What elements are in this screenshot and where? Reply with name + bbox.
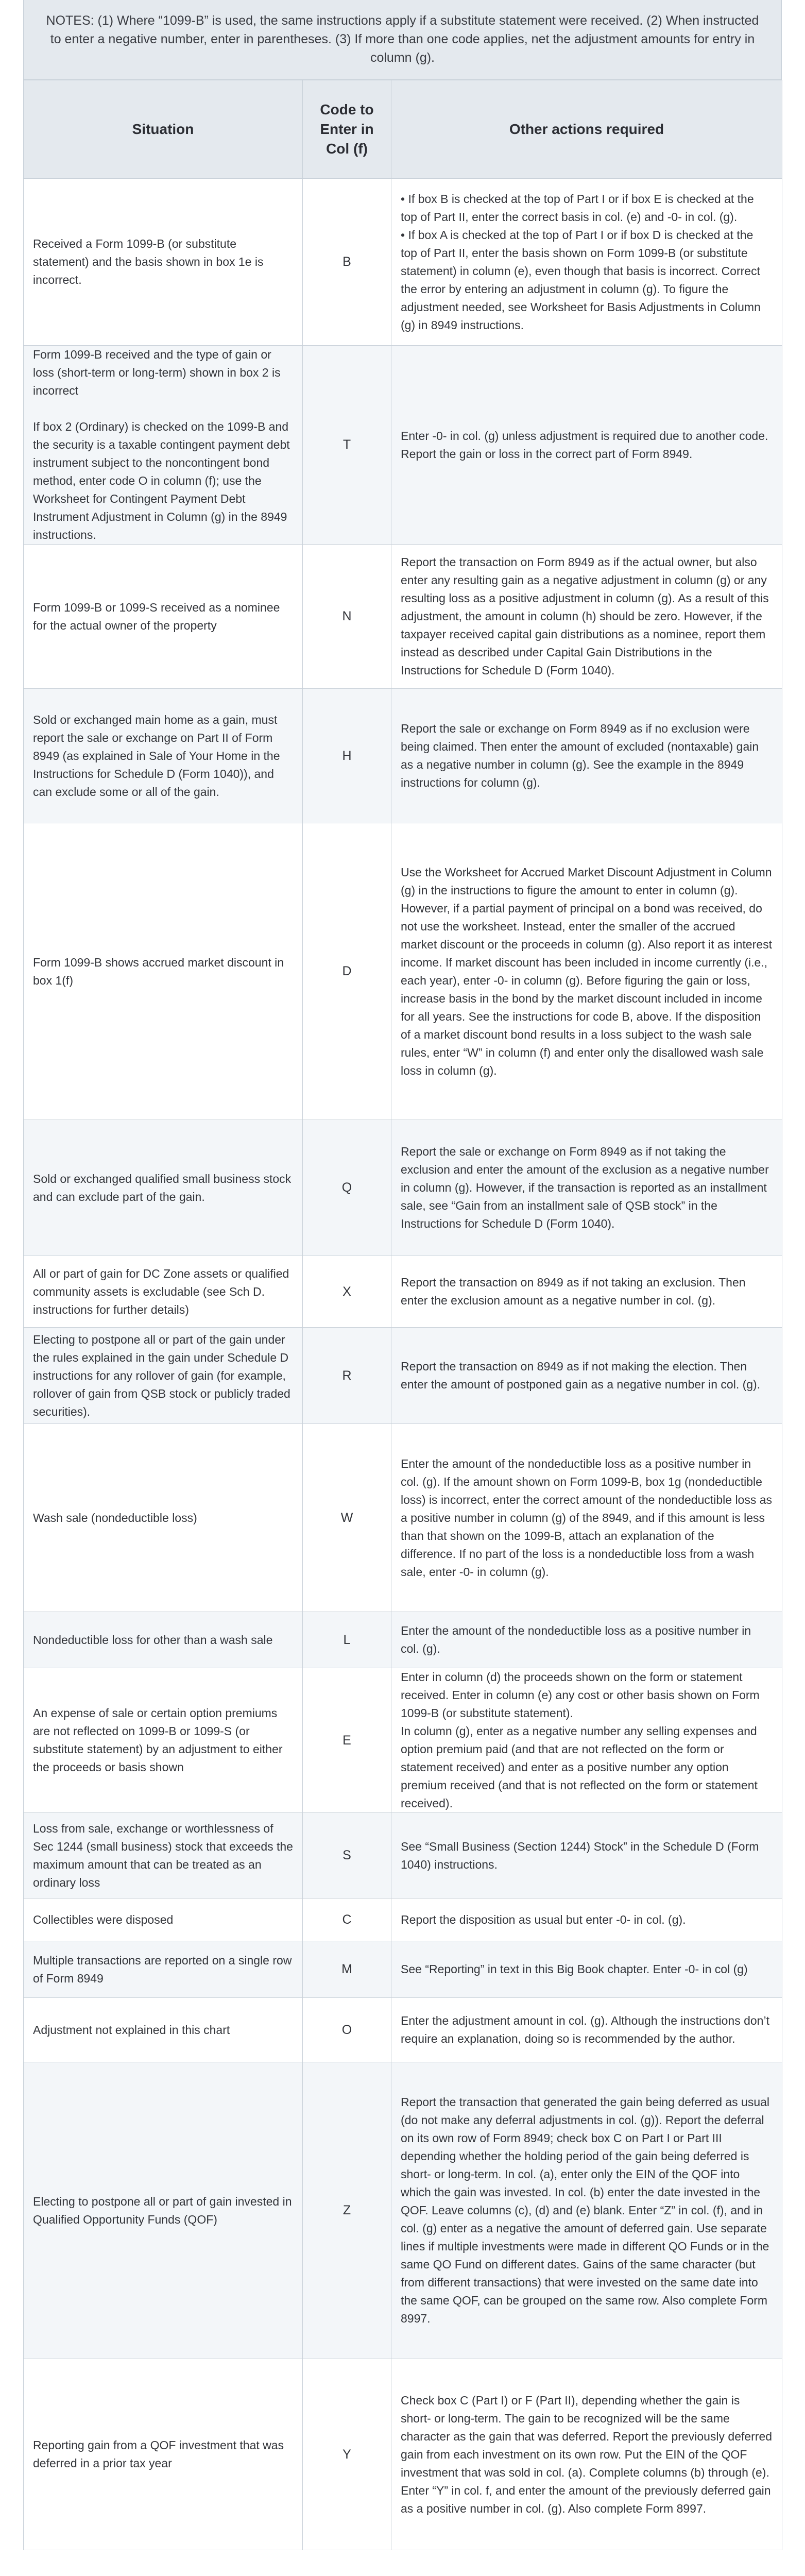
table-row bbox=[24, 1813, 782, 1899]
table-row bbox=[24, 1612, 782, 1668]
situation-text: Sold or exchanged qualified small business stock and can exclude part of the gain. bbox=[33, 1172, 292, 1204]
table-header-row bbox=[24, 80, 782, 179]
table-body bbox=[24, 179, 782, 2550]
notes-banner: NOTES: (1) Where “1099-B” is used, the same instructions apply if a substitute statement were received. (2) When instructed to enter a negative number, enter in parentheses. (3) If more than one code applies, net the adjustment amounts for entry in column (g). bbox=[23, 0, 782, 80]
table-row bbox=[24, 823, 782, 1120]
other-actions-text: In column (g), enter as a negative number any selling expenses and option premium paid (and that are not reflected on the form or statement received) and enter as a positive number any option premium received (and that is not reflected on the form or statement received). bbox=[401, 1724, 758, 1810]
code-cell: E bbox=[303, 1668, 391, 1813]
code-cell: S bbox=[303, 1813, 391, 1899]
situation-text: An expense of sale or certain option premiums are not reflected on 1099-B or 1099-S (or substitute statement) by an adjustment to either the proceeds or basis shown bbox=[33, 1706, 283, 1774]
header-other-actions: Other actions required bbox=[391, 80, 782, 179]
situation-cell bbox=[24, 1328, 303, 1424]
situation-cell bbox=[24, 1120, 303, 1256]
table-row bbox=[24, 545, 782, 689]
table-row bbox=[24, 1998, 782, 2062]
situation-cell bbox=[24, 1899, 303, 1941]
other-actions-cell bbox=[391, 1668, 782, 1813]
other-actions-cell bbox=[391, 179, 782, 346]
situation-text: Form 1099-B received and the type of gain or loss (short-term or long-term) shown in box 2 is incorrect bbox=[33, 348, 281, 397]
table-row bbox=[24, 1941, 782, 1998]
situation-text: All or part of gain for DC Zone assets or qualified community assets is excludable (see Sch D. instructions for further details) bbox=[33, 1266, 289, 1316]
situation-cell bbox=[24, 545, 303, 689]
table-row bbox=[24, 1120, 782, 1256]
other-actions-cell bbox=[391, 545, 782, 689]
other-actions-text: Enter in column (d) the proceeds shown on the form or statement received. Enter in column (e) any cost or other basis shown on Form 1099-B (or substitute statement). bbox=[401, 1670, 760, 1720]
situation-cell bbox=[24, 1941, 303, 1998]
table-row bbox=[24, 1256, 782, 1328]
header-code: Code to Enter in Col (f) bbox=[303, 80, 391, 179]
situation-text: Adjustment not explained in this chart bbox=[33, 2023, 230, 2037]
table-row bbox=[24, 1899, 782, 1941]
situation-text: Electing to postpone all or part of gain invested in Qualified Opportunity Funds (QOF) bbox=[33, 2194, 292, 2226]
other-actions-cell bbox=[391, 1120, 782, 1256]
situation-text: Nondeductible loss for other than a wash sale bbox=[33, 1633, 273, 1647]
other-actions-cell bbox=[391, 689, 782, 823]
situation-cell bbox=[24, 346, 303, 545]
table-row bbox=[24, 1328, 782, 1424]
other-actions-text: Report the disposition as usual but enter -0- in col. (g). bbox=[401, 1912, 686, 1926]
other-actions-text: Report the sale or exchange on Form 8949 as if not taking the exclusion and enter the amount of the exclusion as a negative number in column (g). However, if the transaction is reported as an installment sale, see “Gain from an installment sale of QSB stock” in the Instructions for Schedule D (Form 1040). bbox=[401, 1145, 769, 1230]
other-actions-text: Check box C (Part I) or F (Part II), depending whether the gain is short- or long-term. The gain to be recognized will be the same character as the gain that was deferred. Report the previously deferred gain from each investment on its own row. Put the EIN of the QOF investment that was sold in col. (a). Complete columns (b) through (e). Enter “Y” in col. f, and enter the amount of the previously deferred gain as a positive number in col. (g). Also complete Form 8997. bbox=[401, 2393, 773, 2515]
code-cell: B bbox=[303, 179, 391, 346]
situation-cell bbox=[24, 1668, 303, 1813]
other-actions-cell bbox=[391, 1899, 782, 1941]
table-row bbox=[24, 1424, 782, 1612]
document bbox=[23, 0, 782, 2550]
other-actions-cell bbox=[391, 823, 782, 1120]
situation-text: Form 1099-B shows accrued market discount in box 1(f) bbox=[33, 955, 284, 987]
code-cell: C bbox=[303, 1899, 391, 1941]
table-row bbox=[24, 2359, 782, 2550]
situation-text: Collectibles were disposed bbox=[33, 1912, 174, 1926]
other-actions-cell bbox=[391, 1941, 782, 1998]
code-cell: M bbox=[303, 1941, 391, 1998]
table-row bbox=[24, 1668, 782, 1813]
code-cell: L bbox=[303, 1612, 391, 1668]
other-actions-text: Report the sale or exchange on Form 8949 as if no exclusion were being claimed. Then enter the amount of excluded (nontaxable) gain as a negative number in column (g). See the example in the 8949 instructions for column (g). bbox=[401, 722, 759, 789]
other-actions-cell bbox=[391, 1256, 782, 1328]
code-cell: N bbox=[303, 545, 391, 689]
code-cell: H bbox=[303, 689, 391, 823]
situation-cell bbox=[24, 1612, 303, 1668]
other-actions-text: Report the transaction that generated the gain being deferred as usual (do not make any deferral adjustments in col. (g)). Report the deferral on its own row of Form 8949; check box C on Part I or Part III depending whether the holding period of the gain being deferred is short- or long-term. In col. (a), enter only the EIN of the QOF into which the gain was invested. In col. (b) enter the date invested in the QOF. Leave columns (c), (d) and (e) blank. Enter “Z” in col. (f), and in col. (g) enter as a negative the amount of deferred gain. Use separate lines if multiple investments were made in different QO Funds or in the same QO Fund on different dates. Gains of the same character (but from different transactions) that were invested on the same date into the same QOF, can be grouped on the same row. Also complete Form 8997. bbox=[401, 2095, 770, 2325]
situation-text: Multiple transactions are reported on a single row of Form 8949 bbox=[33, 1953, 292, 1985]
other-actions-text: See “Reporting” in text in this Big Book chapter. Enter -0- in col (g) bbox=[401, 1962, 748, 1976]
situation-cell bbox=[24, 823, 303, 1120]
situation-cell bbox=[24, 1424, 303, 1612]
other-actions-cell bbox=[391, 1813, 782, 1899]
situation-text: Electing to postpone all or part of the gain under the rules explained in the gain under Schedule D instructions for any rollover of gain (for example, rollover of gain from QSB stock or publicly traded securities). bbox=[33, 1332, 290, 1418]
other-actions-cell bbox=[391, 1998, 782, 2062]
other-actions-text: • If box B is checked at the top of Part I or if box E is checked at the top of Part II, enter the correct basis in col. (e) and -0- in col. (g). bbox=[401, 192, 754, 224]
other-actions-text: Enter -0- in col. (g) unless adjustment is required due to another code. Report the gain or loss in the correct part of Form 8949. bbox=[401, 429, 768, 461]
other-actions-cell bbox=[391, 2359, 782, 2550]
code-cell: X bbox=[303, 1256, 391, 1328]
code-cell: R bbox=[303, 1328, 391, 1424]
situation-text: Loss from sale, exchange or worthlessness of Sec 1244 (small business) stock that exceeds the maximum amount that can be treated as an ordinary loss bbox=[33, 1821, 293, 1889]
other-actions-text: Report the transaction on 8949 as if not making the election. Then enter the amount of postponed gain as a negative number in col. (g). bbox=[401, 1360, 761, 1391]
code-cell: Q bbox=[303, 1120, 391, 1256]
other-actions-text: Enter the amount of the nondeductible loss as a positive number in col. (g). If the amount shown on Form 1099-B, box 1g (nondeductible loss) is incorrect, enter the correct amount of the nondeductible loss as a positive number in column (g) of the 8949, and if this amount is less than that shown on the 1099-B, attach an explanation of the difference. If no part of the loss is a nondeductible loss from a wash sale, enter -0- in column (g). bbox=[401, 1456, 773, 1579]
adjustment-codes-table bbox=[23, 80, 782, 2550]
other-actions-cell bbox=[391, 1424, 782, 1612]
paragraph-gap bbox=[33, 400, 293, 418]
table-row bbox=[24, 179, 782, 346]
other-actions-cell bbox=[391, 346, 782, 545]
other-actions-cell bbox=[391, 1612, 782, 1668]
code-cell: O bbox=[303, 1998, 391, 2062]
situation-text: Form 1099-B or 1099-S received as a nominee for the actual owner of the property bbox=[33, 600, 280, 632]
table-row bbox=[24, 346, 782, 545]
situation-text: Wash sale (nondeductible loss) bbox=[33, 1511, 197, 1524]
other-actions-cell bbox=[391, 2062, 782, 2359]
situation-text: If box 2 (Ordinary) is checked on the 1099-B and the security is a taxable contingent payment debt instrument subject to the noncontingent bond method, enter code O in column (f); use the Worksheet for Contingent Payment Debt Instrument Adjustment in Column (g) in the 8949 instructions. bbox=[33, 420, 290, 541]
other-actions-text: Report the transaction on 8949 as if not taking an exclusion. Then enter the exclusion amount as a negative number in col. (g). bbox=[401, 1276, 746, 1307]
table-row bbox=[24, 2062, 782, 2359]
code-cell: D bbox=[303, 823, 391, 1120]
code-cell: Z bbox=[303, 2062, 391, 2359]
situation-text: Sold or exchanged main home as a gain, must report the sale or exchange on Part II of Form 8949 (as explained in Sale of Your Home in the Instructions for Schedule D (Form 1040)), and can exclude some or all of the gain. bbox=[33, 713, 280, 799]
header-situation: Situation bbox=[24, 80, 303, 179]
table-row bbox=[24, 689, 782, 823]
code-cell: T bbox=[303, 346, 391, 545]
situation-text: Received a Form 1099-B (or substitute statement) and the basis shown in box 1e is incorrect. bbox=[33, 237, 264, 286]
code-cell: W bbox=[303, 1424, 391, 1612]
situation-cell bbox=[24, 179, 303, 346]
other-actions-text: Use the Worksheet for Accrued Market Discount Adjustment in Column (g) in the instructions to figure the amount to enter in column (g). However, if a partial payment of principal on a bond was received, do not use the worksheet. Instead, enter the smaller of the accrued market discount or the proceeds in column (g). Also report it as interest income. If market discount has been included in income currently (i.e., each year), enter -0- in column (g). Before figuring the gain or loss, increase basis in the bond by the market discount included in income for all years. See the instructions for code B, above. If the disposition of a market discount bond results in a loss subject to the wash sale rules, enter “W” in column (f) and enter only the disallowed wash sale loss in column (g). bbox=[401, 865, 772, 1077]
situation-cell bbox=[24, 1813, 303, 1899]
situation-text: Reporting gain from a QOF investment that was deferred in a prior tax year bbox=[33, 2438, 284, 2470]
other-actions-text: Report the transaction on Form 8949 as if the actual owner, but also enter any resulting gain as a negative adjustment in column (g) or any resulting loss as a positive adjustment in column (g). As a result of this adjustment, the amount in column (h) should be zero. However, if the taxpayer received capital gain distributions as a nominee, report them instead as described under Capital Gain Distributions in the Instructions for Schedule D (Form 1040). bbox=[401, 555, 769, 677]
situation-cell bbox=[24, 2062, 303, 2359]
situation-cell bbox=[24, 1998, 303, 2062]
other-actions-text: Enter the amount of the nondeductible loss as a positive number in col. (g). bbox=[401, 1624, 751, 1655]
situation-cell bbox=[24, 2359, 303, 2550]
other-actions-cell bbox=[391, 1328, 782, 1424]
other-actions-text: Enter the adjustment amount in col. (g). Although the instructions don’t require an explanation, doing so is recommended by the author. bbox=[401, 2014, 769, 2045]
code-cell: Y bbox=[303, 2359, 391, 2550]
situation-cell bbox=[24, 1256, 303, 1328]
situation-cell bbox=[24, 689, 303, 823]
other-actions-text: • If box A is checked at the top of Part I or if box D is checked at the top of Part II, enter the basis shown on Form 1099-B (or substitute statement) in column (e), even though that basis is incorrect. Correct the error by entering an adjustment in column (g). To figure the adjustment needed, see Worksheet for Basis Adjustments in Column (g) in 8949 instructions. bbox=[401, 228, 761, 332]
other-actions-text: See “Small Business (Section 1244) Stock” in the Schedule D (Form 1040) instructions. bbox=[401, 1839, 759, 1871]
